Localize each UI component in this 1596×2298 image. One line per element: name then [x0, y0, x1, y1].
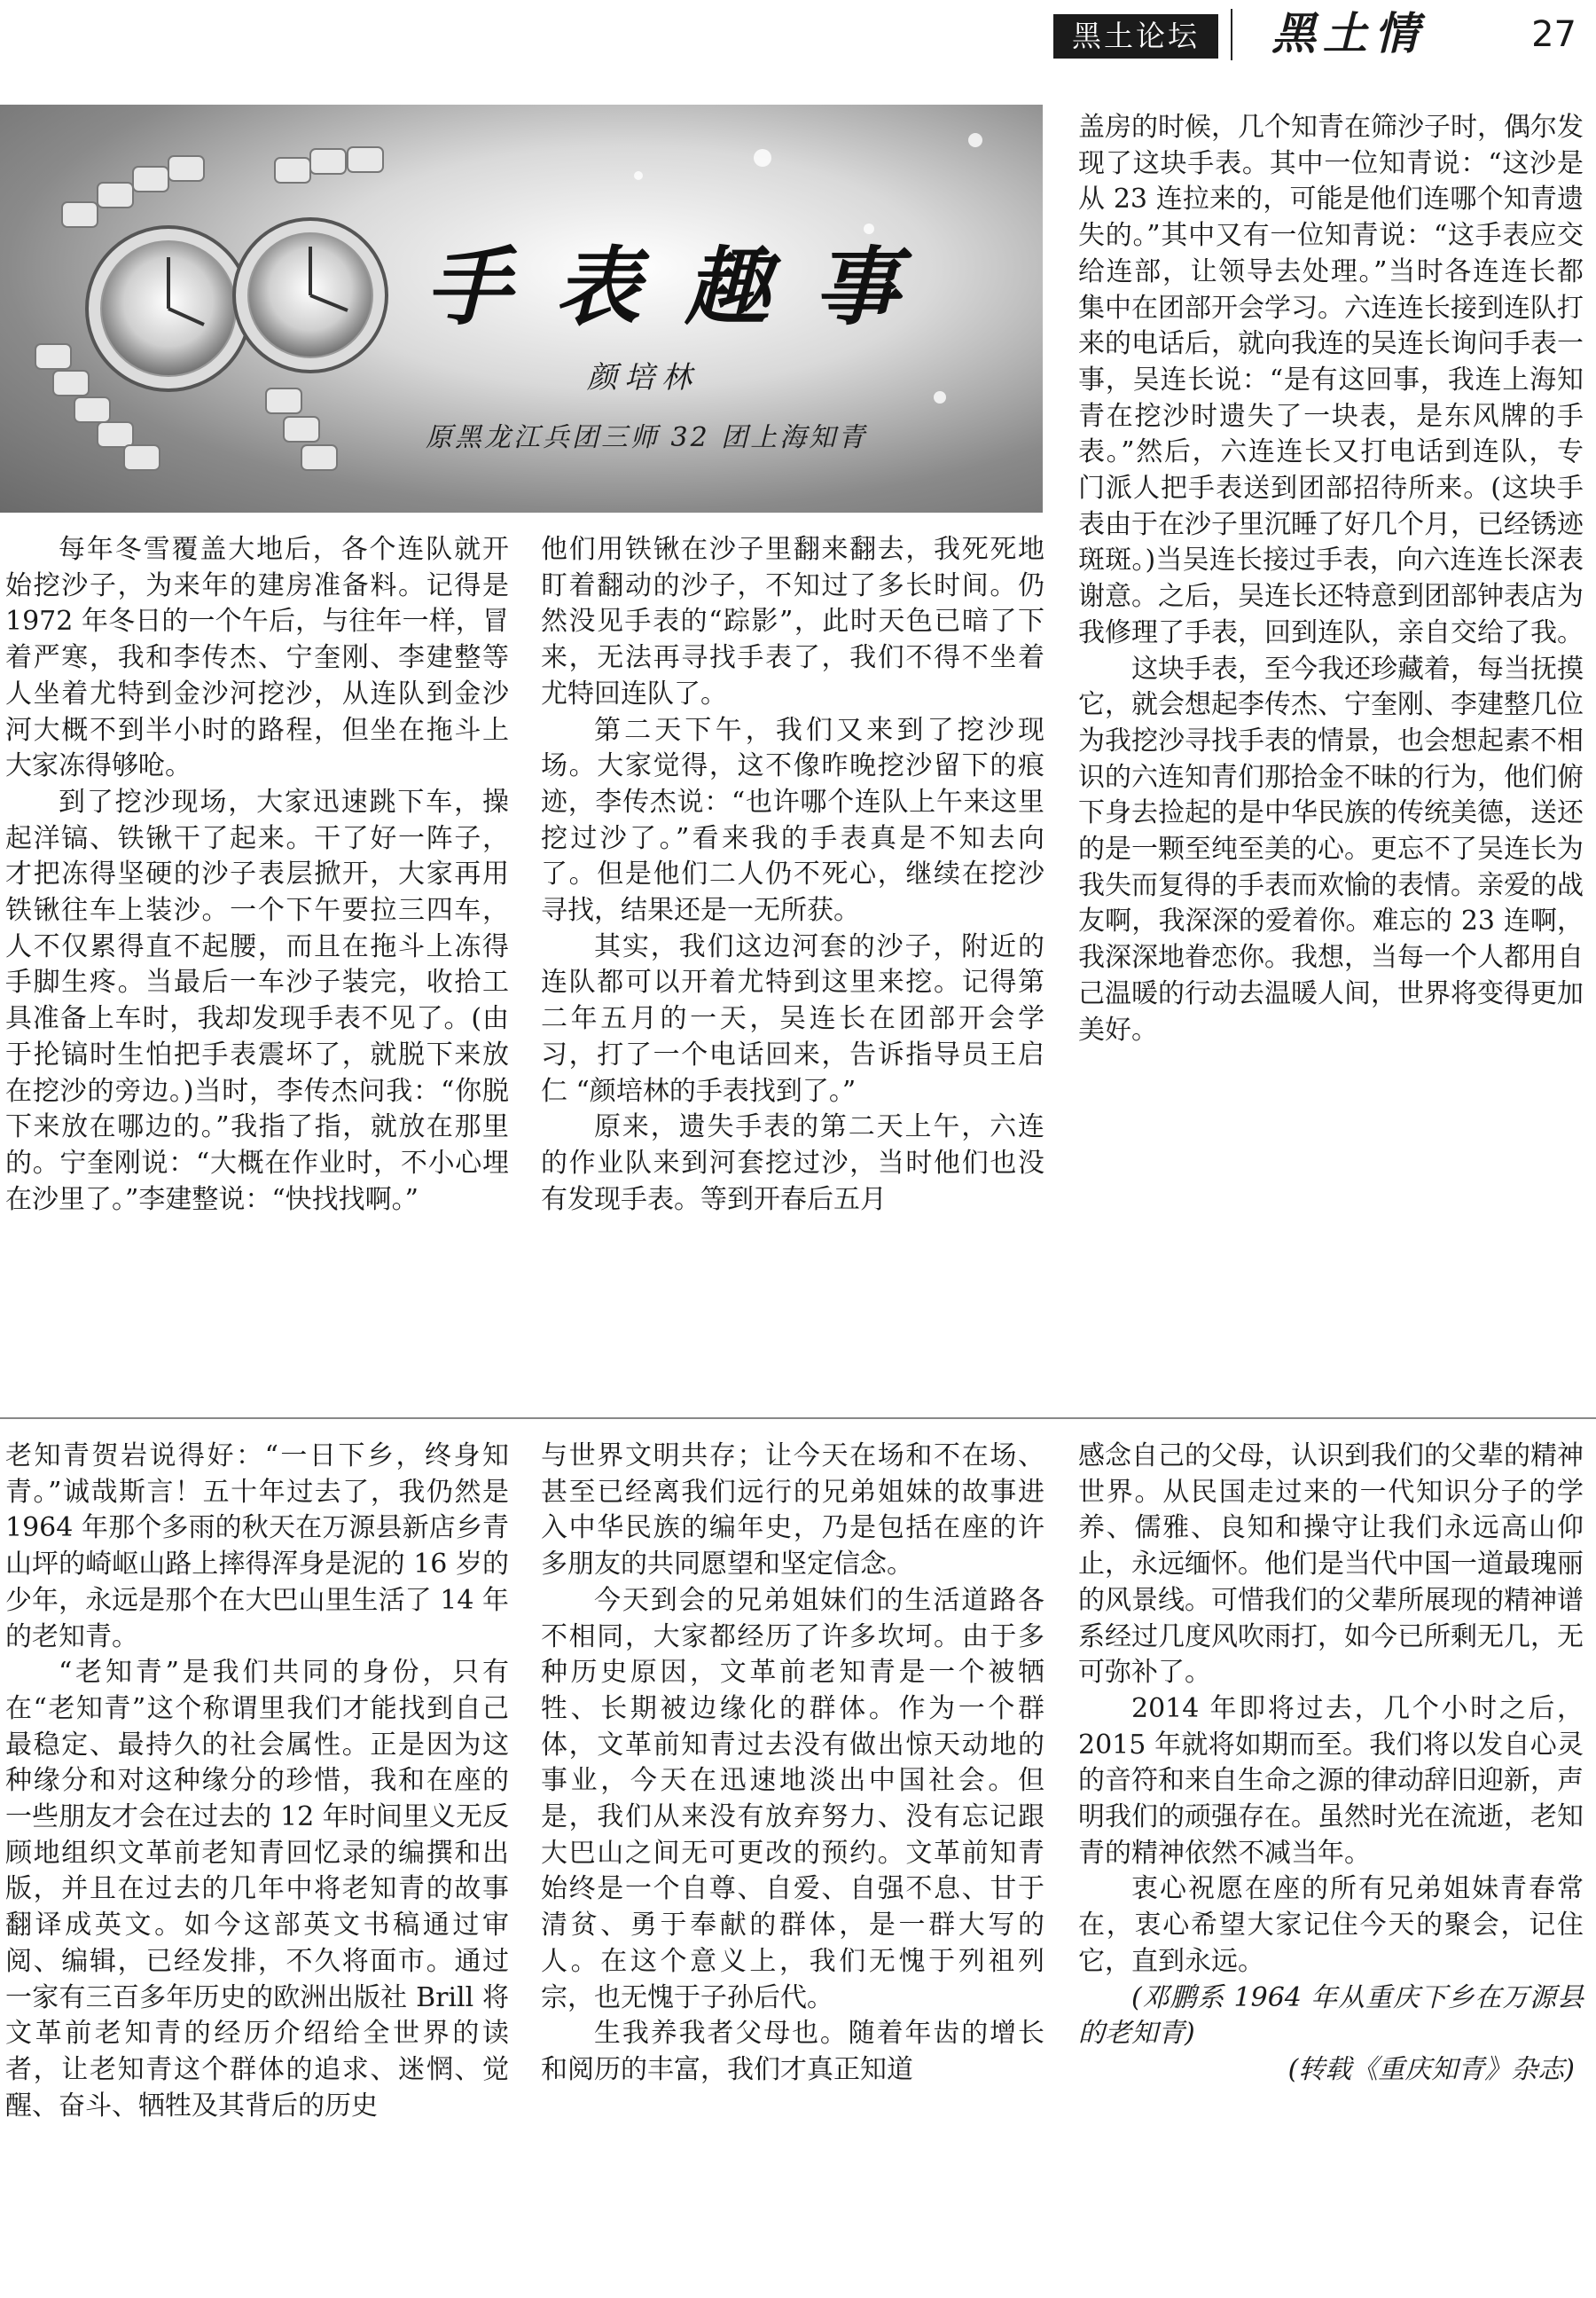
lower-column-2 [541, 1439, 1044, 2089]
section-divider [0, 1417, 1596, 1419]
lower-column-3 [1078, 1439, 1584, 2089]
article-column-2 [541, 532, 1044, 1218]
source-note: (转载《重庆知青》杂志) [1287, 2053, 1575, 2085]
paragraph: 2014 年即将过去，几个小时之后，2015 年就将如期而至。我们将以发自心灵的音符和来自生命之源的律动辞旧迎新，声明我们的顽强存在。虽然时光在流逝，老知青的精神依然不减当年。 [1078, 1692, 1584, 1869]
paragraph: 与世界文明共存；让今天在场和不在场、甚至已经离我们远行的兄弟姐妹的故事进入中华民族的编年史，乃是包括在座的许多朋友的共同愿望和坚定信念。 [541, 1440, 1044, 1580]
article-author: 颜培林 [587, 360, 699, 396]
article-banner [0, 105, 1043, 513]
article-affiliation: 原黑龙江兵团三师 32 团上海知青 [426, 422, 868, 453]
paragraph: 感念自己的父母，认识到我们的父辈的精神世界。从民国走过来的一代知识分子的学养、儒雅、良知和操守让我们永远高山仰止，永远缅怀。他们是当代中国一道最瑰丽的风景线。可惜我们的父辈所展现的精神谱系经过几度风吹雨打，如今已所剩无几，无可弥补了。 [1078, 1440, 1584, 1689]
paragraph: 第二天下午，我们又来到了挖沙现场。大家觉得，这不像昨晚挖沙留下的痕迹，李传杰说：“也许哪个连队上午来这里挖过沙了。”看来我的手表真是不知去向了。但是他们二人仍不死心，继续在挖沙寻找，结果还是一无所获。 [541, 714, 1044, 927]
paragraph: “老知青”是我们共同的身份，只有在“老知青”这个称谓里我们才能找到自己最稳定、最持久的社会属性。正是因为这种缘分和对这种缘分的珍惜，我和在座的一些朋友才会在过去的 12 年时间里义无反顾地组织文革前老知青回忆录的编撰和出版，并且在过去的几年中将老知青的故事翻译成英文。如今这部英文书稿通过审阅、编辑，已经发排，不久将面市。通过一家有三百多年历史的欧洲出版社 Brill 将文革前老知青的经历介绍给全世界的读者，让老知青这个群体的追求、迷惘、觉醒、奋斗、牺牲及其背后的历史 [5, 1657, 509, 2122]
paragraph: 老知青贺岩说得好：“一日下乡，终身知青。”诚哉斯言！五十年过去了，我仍然是 1964 年那个多雨的秋天在万源县新店乡青山坪的崎岖山路上摔得浑身是泥的 16 岁的少年，永远是那个在大巴山里生活了 14 年的老知青。 [5, 1440, 509, 1652]
paragraph: 今天到会的兄弟姐妹们的生活道路各不相同，大家都经历了许多坎坷。由于多种历史原因，文革前老知青是一个被牺牲、长期被边缘化的群体。作为一个群体，文革前知青过去没有做出惊天动地的事业，今天在迅速地淡出中国社会。但是，我们从来没有放弃努力、没有忘记跟大巴山之间无可更改的预约。文革前知青始终是一个自尊、自爱、自强不息、甘于清贫、勇于奉献的群体，是一群大写的人。在这个意义上，我们无愧于列祖列宗，也无愧于子孙后代。 [541, 1584, 1044, 2013]
lower-column-1 [5, 1439, 509, 2124]
paragraph: 原来，遗失手表的第二天上午，六连的作业队来到河套挖过沙，当时他们也没有发现手表。等到开春后五月 [541, 1111, 1044, 1215]
paragraph: 这块手表，至今我还珍藏着，每当抚摸它，就会想起李传杰、宁奎刚、李建整几位为我挖沙寻找手表的情景，也会想起素不相识的六连知青们那拾金不昧的行为，他们俯下身去捡起的是中华民族的传统美德，送还的是一颗至纯至美的心。更忘不了吴连长为我失而复得的手表而欢愉的表情。亲爱的战友啊，我深深的爱着你。难忘的 23 连啊，我深深地眷恋你。我想，当每一个人都用自己温暖的行动去温暖人间，世界将变得更加美好。 [1078, 653, 1584, 1046]
paragraph: 生我养我者父母也。随着年齿的增长和阅历的丰富，我们才真正知道 [541, 2018, 1044, 2085]
magazine-logo: 黑土情 [1271, 7, 1426, 59]
section-badge: 黑土论坛 [1053, 14, 1218, 59]
header-divider [1231, 9, 1232, 60]
paragraph: 其实，我们这边河套的沙子，附近的连队都可以开着尤特到这里来挖。记得第二年五月的一天，吴连长在团部开会学习，打了一个电话回来，告诉指导员王启仁 “颜培林的手表找到了。” [541, 930, 1044, 1107]
article-column-3 [1078, 110, 1584, 1048]
paragraph: 每年冬雪覆盖大地后，各个连队就开始挖沙子，为来年的建房准备料。记得是 1972 年冬日的一个午后，与往年一样，冒着严寒，我和李传杰、宁奎刚、李建整等人坐着尤特到金沙河挖沙，从连队到金沙河大概不到半小时的路程，但坐在拖斗上大家冻得够呛。 [5, 534, 509, 782]
paragraph: 盖房的时候，几个知青在筛沙子时，偶尔发现了这块手表。其中一位知青说：“这沙是从 23 连拉来的，可能是他们连哪个知青遗失的。”其中又有一位知青说：“这手表应交给连部，让领导去处理。”当时各连连长都集中在团部开会学习。六连连长接到连队打来的电话后，就向我连的吴连长询问手表一事，吴连长说：“是有这回事，我连上海知青在挖沙时遗失了一块表，是东风牌的手表。”然后，六连连长又打电话到连队，专门派人把手表送到团部招待所来。(这块手表由于在沙子里沉睡了好几个月，已经锈迹斑斑。)当吴连长接过手表，向六连连长深表谢意。之后，吴连长还特意到团部钟表店为我修理了手表，回到连队，亲自交给了我。 [1078, 112, 1584, 648]
article-title: 手表趣事 [426, 237, 943, 337]
paragraph: 到了挖沙现场，大家迅速跳下车，操起洋镐、铁锹干了起来。干了好一阵子，才把冻得坚硬的沙子表层掀开，大家再用铁锹往车上装沙。一个下午要拉三四车，人不仅累得直不起腰，而且在拖斗上冻得手脚生疼。当最后一车沙子装完，收拾工具准备上车时，我却发现手表不见了。(由于抡镐时生怕把手表震坏了，就脱下来放在挖沙的旁边。)当时，李传杰问我：“你脱下来放在哪边的。”我指了指，就放在那里的。宁奎刚说：“大概在作业时，不小心埋在沙里了。”李建整说：“快找找啊。” [5, 786, 509, 1215]
page-number: 27 [1531, 14, 1576, 55]
paragraph: 衷心祝愿在座的所有兄弟姐妹青春常在，衷心希望大家记住今天的聚会，记住它，直到永远。 [1078, 1873, 1584, 1977]
attribution: (邓鹏系 1964 年从重庆下乡在万源县的老知青) [1078, 1981, 1584, 2050]
page-header [1053, 7, 1585, 60]
article-column-1 [5, 532, 509, 1218]
paragraph: 他们用铁锹在沙子里翻来翻去，我死死地盯着翻动的沙子，不知过了多长时间。仍然没见手表的“踪影”，此时天色已暗了下来，无法再寻找手表了，我们不得不坐着尤特回连队了。 [541, 534, 1044, 710]
